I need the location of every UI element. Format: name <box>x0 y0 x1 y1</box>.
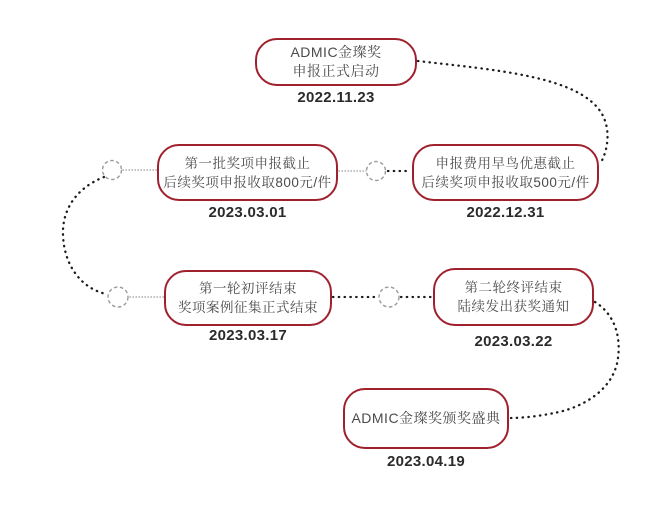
milestone-date-first-review: 2023.03.17 <box>208 327 288 344</box>
timeline-node-circle <box>367 162 386 181</box>
milestone-date-early-bird: 2022.12.31 <box>466 204 545 221</box>
milestone-line2: 陆续发出获奖通知 <box>457 299 570 314</box>
milestone-line1: 第二轮终评结束 <box>464 280 563 295</box>
timeline-node-circle <box>379 287 399 307</box>
milestone-line2: 奖项案例征集正式结束 <box>178 300 318 315</box>
milestone-line1: ADMIC金璨奖颁奖盛典 <box>351 410 501 426</box>
milestone-line2: 后续奖项申报收取800元/件 <box>163 174 332 190</box>
milestone-box-first-review <box>164 270 332 326</box>
milestone-line2: 后续奖项申报收取500元/件 <box>421 174 590 190</box>
milestone-date-ceremony: 2023.04.19 <box>386 453 466 470</box>
milestone-box-start <box>255 38 417 86</box>
milestone-box-early-bird <box>412 144 599 201</box>
milestone-box-ceremony <box>343 388 509 449</box>
milestone-date-start: 2022.11.23 <box>297 89 375 106</box>
milestone-line1: 第一批奖项申报截止 <box>184 155 311 171</box>
milestone-box-first-batch <box>157 144 338 201</box>
milestone-box-final-review <box>433 268 594 326</box>
milestone-date-first-batch: 2023.03.01 <box>208 204 287 221</box>
milestone-date-final-review: 2023.03.22 <box>474 333 553 350</box>
milestone-line1: 申报费用早鸟优惠截止 <box>435 155 576 171</box>
milestone-line1: 第一轮初评结束 <box>199 281 297 296</box>
milestone-line2: 申报正式启动 <box>292 63 380 79</box>
timeline-node-circle <box>108 287 128 307</box>
connector-early-bird-to-first-review-arc <box>63 177 106 294</box>
milestone-line1: ADMIC金璨奖 <box>290 44 382 60</box>
timeline-node-circle <box>103 161 122 180</box>
